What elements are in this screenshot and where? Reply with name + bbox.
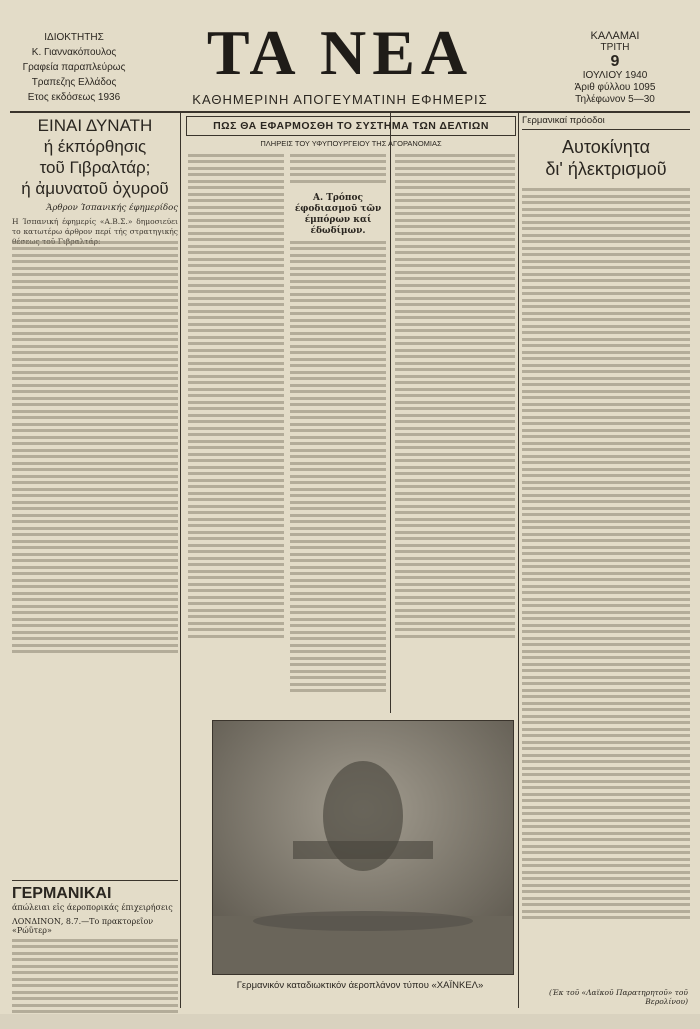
article-body-lines xyxy=(522,188,690,983)
article-electric-cars xyxy=(522,115,690,983)
article-german-losses xyxy=(12,885,178,1029)
article-body-lines xyxy=(395,150,515,715)
subheadline: άπώλειαι εἰς άεροπορικάς έπιχειρήσεις xyxy=(12,903,173,912)
article-column xyxy=(290,150,386,751)
publisher-line: ΙΔΙΟΚΤΗΤΗΣ xyxy=(44,32,104,43)
month-year: ΙΟΥΛΙΟΥ 1940 xyxy=(582,70,648,81)
column-rule xyxy=(180,113,181,1008)
weekday: ΤΡΙΤΗ xyxy=(600,42,630,53)
article-credit: (Έκ τοῦ «Λαϊκοῦ Παρατηρητοῦ» τοῦ Βερολίνου) xyxy=(548,988,688,1006)
article-ration-cards xyxy=(186,116,516,148)
article-body-lines xyxy=(188,150,284,715)
headline-rations: ΠΩΣ ΘΑ ΕΦΑΡΜΟΣΘΗ ΤΟ ΣΥΣΤΗΜΑ ΤΩΝ ΔΕΛΤΙΩΝ xyxy=(213,120,489,132)
publisher-line: Γραφεία παραπλεύρως xyxy=(22,62,126,73)
publisher-line: Κ. Γιαννακόπουλος xyxy=(31,47,117,58)
section-heading: Α. Τρόπος έφοδιασμοῦ τῶν έμπόρων καί έδωδίμων. xyxy=(294,192,382,236)
column-rule xyxy=(390,113,391,713)
headline-germanikai: ΓΕΡΜΑΝΙΚΑΙ xyxy=(12,885,112,902)
issue-number: Άριθ φύλλου 1095 xyxy=(574,82,656,93)
headline-gibraltar: ΕΙΝΑΙ ΔΥΝΑΤΗ ή έκπόρθησις τοῦ Γιβραλτάρ; ή ἀμυνατοῦ ὀχυροῦ xyxy=(21,116,169,198)
issue-info xyxy=(545,30,685,106)
airplane-image xyxy=(213,721,513,974)
date-number: 9 xyxy=(610,53,620,70)
photo-caption: Γερμανικόν καταδιωκτικόν άεροπλάνον τύπου «ΧΑΪΝΚΕΛ» xyxy=(236,980,484,991)
section-rule xyxy=(12,880,178,881)
city: ΚΑΛΑΜΑΙ xyxy=(590,30,640,42)
publisher-info xyxy=(14,30,134,105)
publisher-line: Ετος εκδόσεως 1936 xyxy=(27,92,121,103)
header-rule xyxy=(10,111,690,113)
article-body-lines xyxy=(290,154,386,189)
subheadline-rations: ΠΛΗΡΕΙΣ ΤΟΥ ΥΦΥΠΟΥΡΓΕΙΟΥ ΤΗΣ ΑΓΟΡΑΝΟΜΙΑΣ xyxy=(260,139,442,148)
masthead-title: ΤΑ ΝΕΑ xyxy=(206,17,474,88)
article-body: Η Ίσπανική έφημερίς «Α.Β.Σ.» δημοσιεύει το κατωτέρω άρθρον περί τής στρατηγικής xyxy=(12,217,178,236)
headline-electric-cars: Αυτοκίνητα δι' ήλεκτρισμοῦ xyxy=(545,137,667,179)
lead-text: ΛΟΝΔΙΝΟΝ, 8.7.—Το πρακτορεῖον «Ρώϋτερ» xyxy=(12,917,154,935)
publisher-line: Τραπεζης Ελλάδος xyxy=(31,77,117,88)
article-body-lines xyxy=(290,241,386,751)
phone: Τηλέφωνον 5—30 xyxy=(575,94,655,105)
airplane-photo xyxy=(212,720,514,975)
column-rule xyxy=(518,113,519,1008)
article-body-lines xyxy=(12,939,178,1029)
article-gibraltar xyxy=(12,115,178,691)
kicker: Γερμανικαί πρόοδοι xyxy=(522,115,690,130)
article-body-lines xyxy=(12,241,178,691)
masthead-subtitle: ΚΑΘΗΜΕΡΙΝΗ ΑΠΟΓΕΥΜΑΤΙΝΗ ΕΦΗΜΕΡΙΣ xyxy=(192,92,488,107)
byline: Άρθρον Ίσπανικής έφημερίδος xyxy=(46,203,178,213)
